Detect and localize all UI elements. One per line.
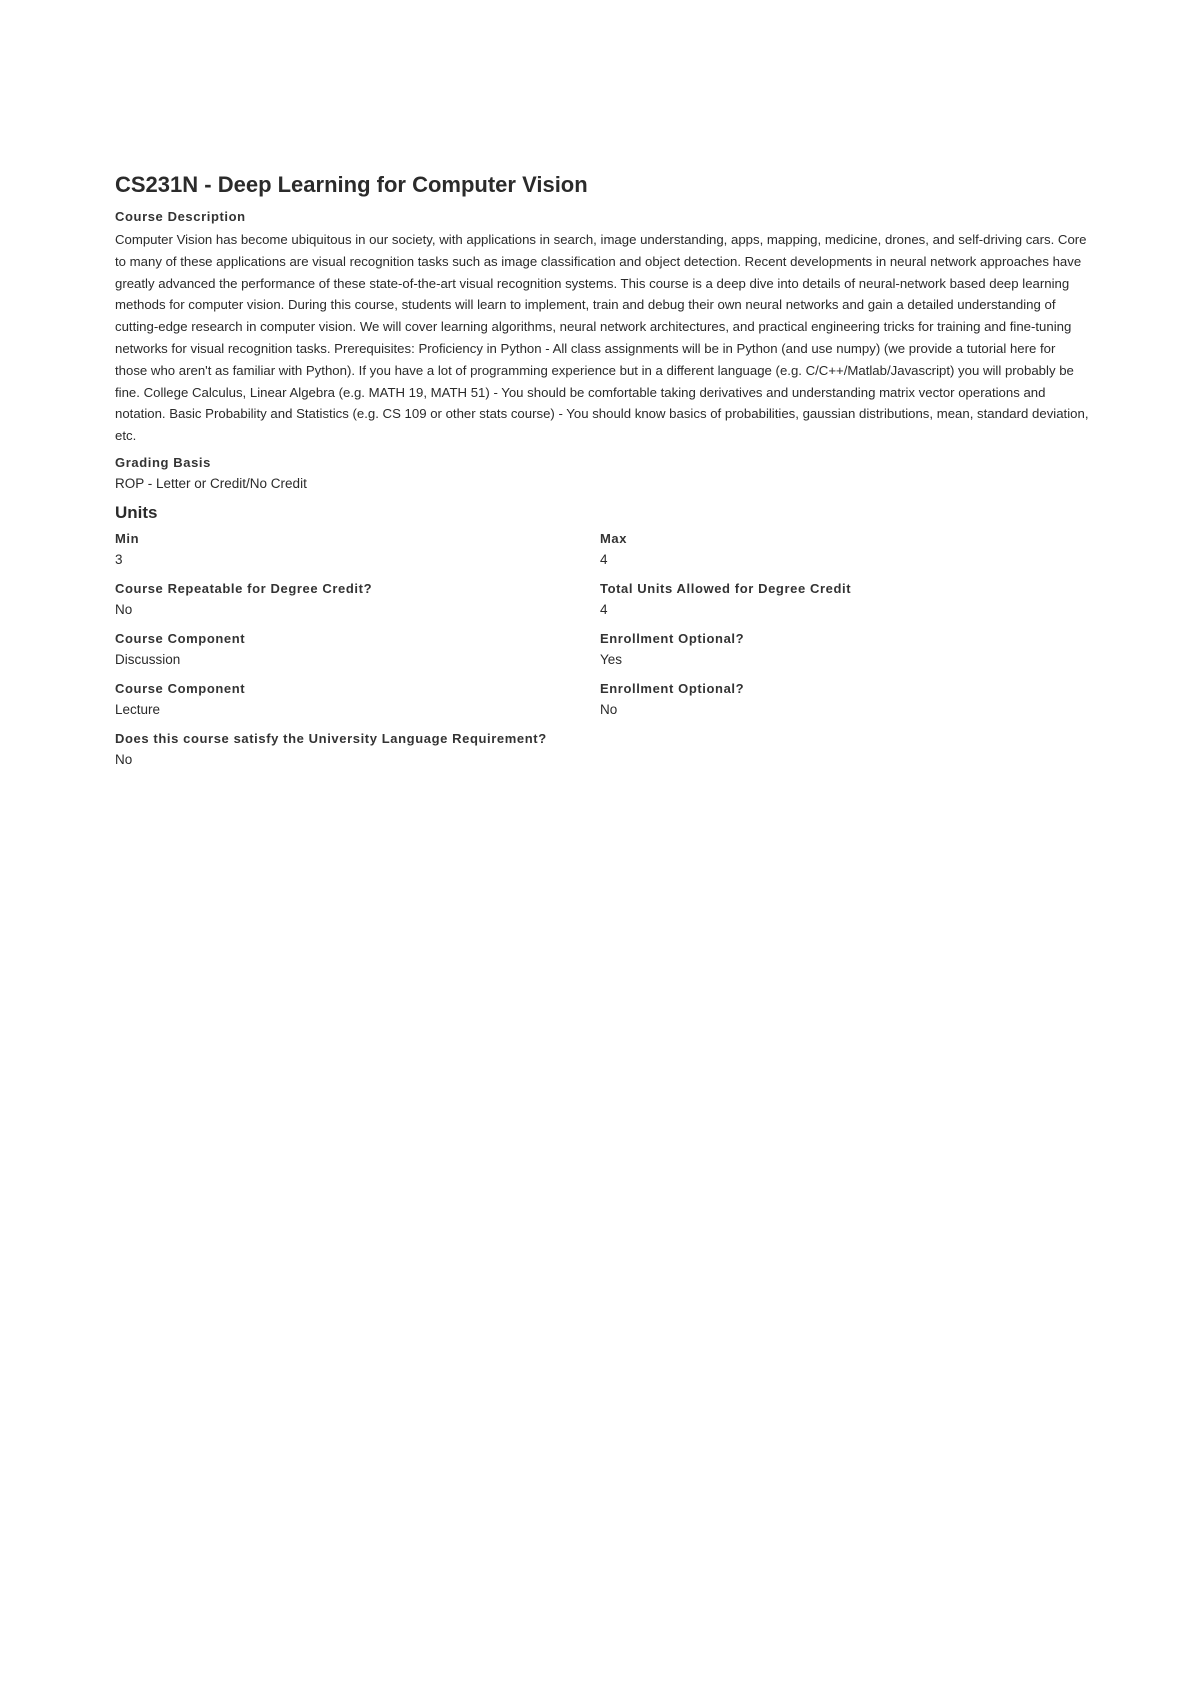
course-component-value: Lecture xyxy=(115,701,161,717)
enrollment-optional-lecture xyxy=(600,680,1090,726)
enrollment-optional-label: Enrollment Optional? xyxy=(600,680,745,696)
units-section-title: Units xyxy=(115,502,158,522)
course-page xyxy=(115,170,1090,776)
units-min xyxy=(115,530,600,576)
units-max-label: Max xyxy=(600,530,628,546)
repeatable-label: Course Repeatable for Degree Credit? xyxy=(115,580,373,596)
grading-basis-label: Grading Basis xyxy=(115,454,211,470)
enrollment-optional-discussion xyxy=(600,630,1090,676)
course-component-lecture xyxy=(115,680,600,726)
course-component-label: Course Component xyxy=(115,680,246,696)
units-grid xyxy=(115,530,1090,776)
course-component-discussion xyxy=(115,630,600,676)
course-component-value: Discussion xyxy=(115,651,181,667)
total-units-value: 4 xyxy=(600,601,608,617)
language-requirement-label: Does this course satisfy the University Language Requirement? xyxy=(115,730,547,746)
language-requirement xyxy=(115,730,600,776)
units-min-value: 3 xyxy=(115,551,123,567)
enrollment-optional-value: No xyxy=(600,701,618,717)
grading-basis-value: ROP - Letter or Credit/No Credit xyxy=(115,475,307,491)
enrollment-optional-value: Yes xyxy=(600,651,623,667)
units-max xyxy=(600,530,1090,576)
total-units-label: Total Units Allowed for Degree Credit xyxy=(600,580,852,596)
page-title: CS231N - Deep Learning for Computer Vision xyxy=(115,172,588,197)
enrollment-optional-label: Enrollment Optional? xyxy=(600,630,745,646)
units-max-value: 4 xyxy=(600,551,608,567)
course-description-text: Computer Vision has become ubiquitous in our society, with applications in search, image understanding, apps, mapping, medicine, drones, and self-driving cars. Core to many of these applications are visual recognition tasks such as image classification and object detection. Recent developments in neural network approaches have greatly advanced the performance of these state-of-the-art visual recognition systems. This course is a deep dive into details of neural-network based deep learning methods for computer vision. During this course, students will learn to implement, train and debug their own neural networks and gain a detailed understanding of cutting-edge research in computer vision. We will cover learning algorithms, neural network architectures, and practical engineering tricks for training and fine-tuning networks for visual recognition tasks. Prerequisites: Proficiency in Python - All class assignments will be in Python (and use numpy) (we provide a tutorial here for those who aren't as familiar with Python). If you have a lot of programming experience but in a different language (e.g. C/C++/Matlab/Javascript) you will probably be fine. College Calculus, Linear Algebra (e.g. MATH 19, MATH 51) - You should be comfortable taking derivatives and understanding matrix vector operations and notation. Basic Probability and Statistics (e.g. CS 109 or other stats course) - You should know basics of probabilities, gaussian distributions, mean, standard deviation, etc. xyxy=(115,232,1089,444)
course-description-label: Course Description xyxy=(115,209,246,224)
repeatable xyxy=(115,580,600,626)
repeatable-value: No xyxy=(115,601,133,617)
language-requirement-value: No xyxy=(115,751,133,767)
units-min-label: Min xyxy=(115,530,140,546)
total-units xyxy=(600,580,1090,626)
course-component-label: Course Component xyxy=(115,630,246,646)
